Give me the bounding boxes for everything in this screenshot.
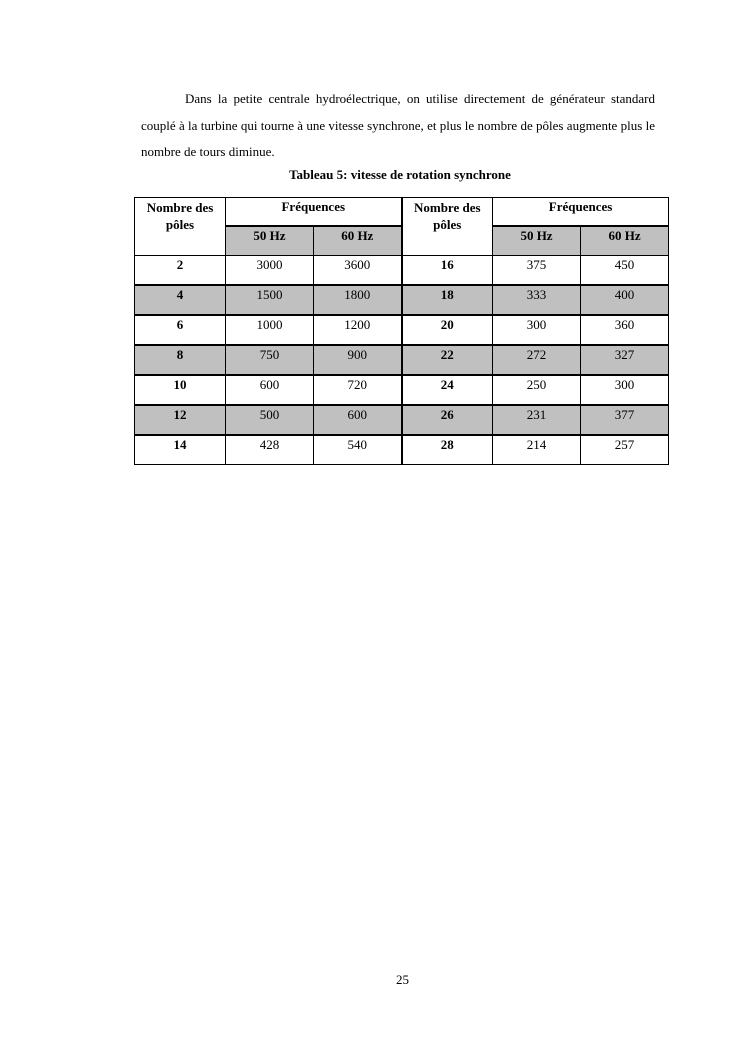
poles-cell: 12 <box>135 405 226 435</box>
speed-50hz-cell: 272 <box>493 345 581 375</box>
poles-cell: 16 <box>402 256 493 286</box>
hz60-header-left: 60 Hz <box>314 226 402 256</box>
poles-cell: 28 <box>402 435 493 465</box>
speed-60hz-cell: 600 <box>314 405 402 435</box>
frequencies-header-left: Fréquences <box>226 198 402 227</box>
speed-60hz-cell: 3600 <box>314 256 402 286</box>
page-number: 25 <box>396 972 409 987</box>
poles-cell: 2 <box>135 256 226 286</box>
frequencies-header-right: Fréquences <box>493 198 669 227</box>
table-caption: Tableau 5: vitesse de rotation synchrone <box>289 167 511 182</box>
poles-cell: 22 <box>402 345 493 375</box>
poles-cell: 26 <box>402 405 493 435</box>
poles-cell: 10 <box>135 375 226 405</box>
table-row <box>135 345 669 375</box>
speed-60hz-cell: 360 <box>581 315 669 345</box>
table-row <box>135 405 669 435</box>
poles-cell: 18 <box>402 285 493 315</box>
speed-50hz-cell: 750 <box>226 345 314 375</box>
speed-60hz-cell: 450 <box>581 256 669 286</box>
poles-cell: 6 <box>135 315 226 345</box>
poles-cell: 8 <box>135 345 226 375</box>
speed-60hz-cell: 900 <box>314 345 402 375</box>
speed-50hz-cell: 375 <box>493 256 581 286</box>
speed-50hz-cell: 1500 <box>226 285 314 315</box>
table-row <box>135 375 669 405</box>
speed-50hz-cell: 214 <box>493 435 581 465</box>
synchronous-speed-table <box>134 197 669 465</box>
speed-50hz-cell: 500 <box>226 405 314 435</box>
speed-60hz-cell: 377 <box>581 405 669 435</box>
speed-50hz-cell: 600 <box>226 375 314 405</box>
body-paragraph: Dans la petite centrale hydroélectrique, on utilise directement de générateur standard couplé à la turbine qui tourne à une vitesse synchrone, et plus le nombre de pôles augmente plus le nombre de tours diminue. <box>141 91 655 159</box>
speed-60hz-cell: 1200 <box>314 315 402 345</box>
speed-50hz-cell: 3000 <box>226 256 314 286</box>
speed-60hz-cell: 257 <box>581 435 669 465</box>
table-row <box>135 435 669 465</box>
speed-60hz-cell: 300 <box>581 375 669 405</box>
poles-header-right: Nombre des pôles <box>402 198 493 256</box>
table-row <box>135 285 669 315</box>
speed-60hz-cell: 720 <box>314 375 402 405</box>
speed-50hz-cell: 250 <box>493 375 581 405</box>
speed-60hz-cell: 540 <box>314 435 402 465</box>
speed-60hz-cell: 327 <box>581 345 669 375</box>
speed-50hz-cell: 300 <box>493 315 581 345</box>
hz60-header-right: 60 Hz <box>581 226 669 256</box>
speed-60hz-cell: 400 <box>581 285 669 315</box>
poles-header-left: Nombre des pôles <box>135 198 226 256</box>
hz50-header-left: 50 Hz <box>226 226 314 256</box>
speed-50hz-cell: 428 <box>226 435 314 465</box>
speed-60hz-cell: 1800 <box>314 285 402 315</box>
hz50-header-right: 50 Hz <box>493 226 581 256</box>
table-row <box>135 256 669 286</box>
poles-cell: 20 <box>402 315 493 345</box>
poles-cell: 4 <box>135 285 226 315</box>
table-row <box>135 315 669 345</box>
poles-cell: 14 <box>135 435 226 465</box>
speed-50hz-cell: 333 <box>493 285 581 315</box>
poles-cell: 24 <box>402 375 493 405</box>
speed-50hz-cell: 1000 <box>226 315 314 345</box>
speed-50hz-cell: 231 <box>493 405 581 435</box>
